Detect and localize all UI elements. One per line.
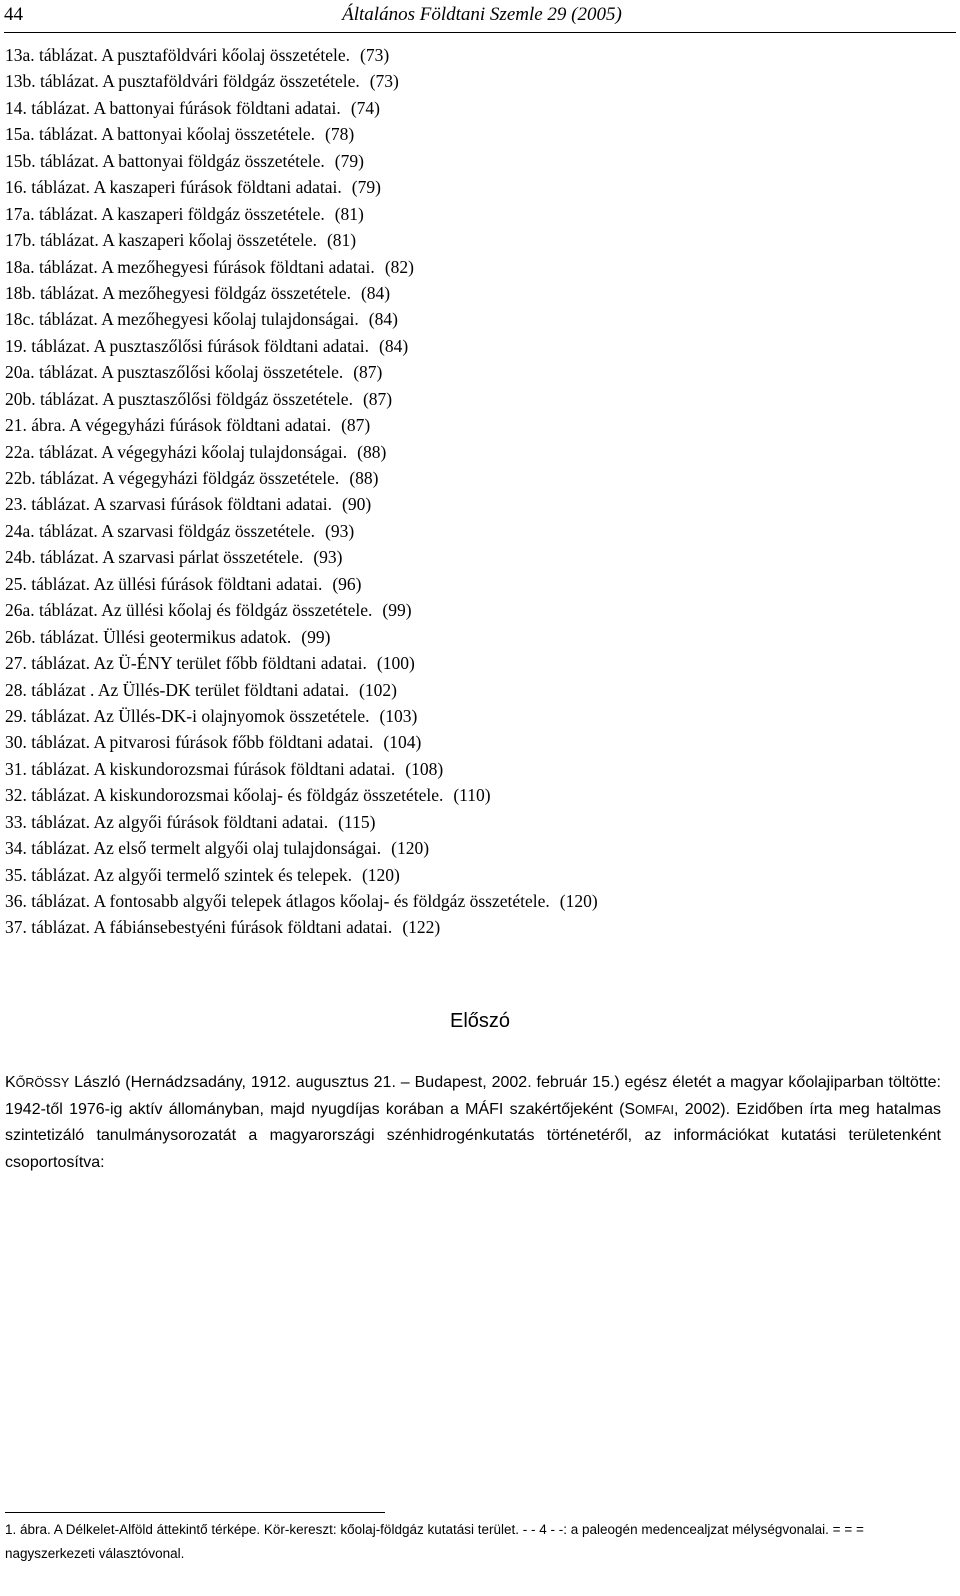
table-list-item-page: (73) xyxy=(360,45,390,65)
table-list-item xyxy=(5,439,955,465)
table-list-item xyxy=(5,42,955,68)
table-list-item xyxy=(5,359,955,385)
footnote-rule xyxy=(5,1512,385,1513)
header-rule xyxy=(4,32,956,33)
table-list xyxy=(5,42,955,941)
table-list-item xyxy=(5,677,955,703)
table-list-item-title: 20b. táblázat. A pusztaszőlősi földgáz összetétele. xyxy=(5,388,353,409)
table-list-item-title: 22b. táblázat. A végegyházi földgáz összetétele. xyxy=(5,468,340,488)
table-list-item-title: 17b. táblázat. A kaszaperi kőolaj összetétele. xyxy=(5,230,317,251)
table-list-item xyxy=(5,306,955,332)
table-list-item-page: (96) xyxy=(332,573,362,594)
table-list-item-title: 34. táblázat. Az első termelt algyői olaj tulajdonságai. xyxy=(5,838,382,859)
table-list-item-page: (120) xyxy=(559,891,598,911)
table-list-item-title: 32. táblázat. A kiskundorozsmai kőolaj- és földgáz összetétele. xyxy=(5,785,444,806)
table-list-item xyxy=(5,809,955,835)
preface-paragraph xyxy=(5,1070,941,1176)
table-list-item-title: 28. táblázat . Az Üllés-DK terület földtani adatai. xyxy=(5,679,350,700)
table-list-item-page: (93) xyxy=(313,547,343,568)
table-list-item-title: 24b. táblázat. A szarvasi párlat összetétele. xyxy=(5,547,304,568)
table-list-item xyxy=(5,756,955,782)
footnote: 1. ábra. A Délkelet-Alföld áttekintő térképe. Kör-kereszt: kőolaj-földgáz kutatási terület. - - 4 - -: a paleogén medencealjzat mélységvonalai. = = = nagyszerkezeti választóvonal. xyxy=(5,1522,864,1561)
table-list-item-page: (78) xyxy=(325,124,355,145)
table-list-item-title: 17a. táblázat. A kaszaperi földgáz összetétele. xyxy=(5,203,325,224)
table-list-item-page: (84) xyxy=(379,335,409,356)
table-list-item-page: (88) xyxy=(357,441,387,462)
table-list-item xyxy=(5,888,955,914)
table-list-item-title: 26a. táblázat. Az üllési kőolaj és földgáz összetétele. xyxy=(5,600,373,621)
table-list-item xyxy=(5,624,955,650)
table-list-item xyxy=(5,518,955,544)
table-list-item-title: 21. ábra. A végegyházi fúrások földtani adatai. xyxy=(5,415,332,436)
table-list-item-page: (88) xyxy=(349,468,379,488)
table-list-item-title: 37. táblázat. A fábiánsebestyéni fúrások földtani adatai. xyxy=(5,917,393,938)
table-list-item xyxy=(5,914,955,940)
table-list-item-title: 18c. táblázat. A mezőhegyesi kőolaj tulajdonságai. xyxy=(5,309,359,330)
table-list-item-title: 15a. táblázat. A battonyai kőolaj összetétele. xyxy=(5,124,316,145)
table-list-item xyxy=(5,386,955,412)
author-name-smallcaps: ŐRÖSSY xyxy=(15,1076,70,1090)
table-list-item-title: 13a. táblázat. A pusztaföldvári kőolaj összetétele. xyxy=(5,45,351,65)
table-list-item-title: 35. táblázat. Az algyői termelő szintek és telepek. xyxy=(5,864,352,885)
table-list-item-title: 36. táblázat. A fontosabb algyői telepek átlagos kőolaj- és földgáz összetétele. xyxy=(5,891,550,911)
table-list-item-title: 27. táblázat. Az Ü-ÉNY terület főbb földtani adatai. xyxy=(5,653,367,674)
table-list-item-page: (99) xyxy=(301,626,331,647)
table-list-item xyxy=(5,148,955,174)
table-list-item xyxy=(5,491,955,517)
table-list-item-title: 29. táblázat. Az Üllés-DK-i olajnyomok összetétele. xyxy=(5,705,370,726)
table-list-item xyxy=(5,201,955,227)
table-list-item xyxy=(5,95,955,121)
table-list-item xyxy=(5,862,955,888)
table-list-item-title: 15b. táblázat. A battonyai földgáz összetétele. xyxy=(5,150,325,171)
table-list-item-title: 16. táblázat. A kaszaperi fúrások földtani adatai. xyxy=(5,177,342,198)
table-list-item-page: (81) xyxy=(326,230,357,251)
table-list-item-page: (87) xyxy=(353,362,383,383)
table-list-item-page: (84) xyxy=(368,309,398,330)
table-list-item xyxy=(5,465,955,491)
table-list-item xyxy=(5,254,955,280)
table-list-item xyxy=(5,544,955,570)
table-list-item-title: 18b. táblázat. A mezőhegyesi földgáz összetétele. xyxy=(5,282,351,303)
table-list-item-page: (110) xyxy=(453,785,491,806)
table-list-item-page: (82) xyxy=(384,256,414,277)
table-list-item-page: (87) xyxy=(341,415,371,436)
page-header xyxy=(4,4,956,30)
page-number: 44 xyxy=(4,4,23,25)
table-list-item xyxy=(5,333,955,359)
table-list-item-page: (100) xyxy=(376,653,415,674)
table-list-item-page: (99) xyxy=(382,600,412,621)
table-list-item-page: (81) xyxy=(334,203,364,224)
table-list-item xyxy=(5,650,955,676)
table-list-item-page: (90) xyxy=(342,494,372,515)
table-list-item-page: (120) xyxy=(361,864,400,885)
table-list-item-title: 19. táblázat. A pusztaszőlősi fúrások földtani adatai. xyxy=(5,335,369,356)
table-list-item-page: (122) xyxy=(402,917,441,938)
table-list-item xyxy=(5,174,955,200)
table-list-item-page: (102) xyxy=(359,679,397,700)
table-list-item xyxy=(5,782,955,808)
paragraph-text-2: , 2002). Ezidőben írta meg hatalmas szintetizáló tanulmánysorozatát a magyarországi szénhidrogénkutatás történetéről, az információkat kutatási területenként csoportosítva: xyxy=(5,1100,942,1171)
citation-name-smallcaps: OMFAI xyxy=(635,1102,674,1117)
table-list-item-page: (87) xyxy=(362,388,393,409)
table-list-item xyxy=(5,412,955,438)
table-list-item-title: 20a. táblázat. A pusztaszőlősi kőolaj összetétele. xyxy=(5,362,344,383)
table-list-item-title: 14. táblázat. A battonyai fúrások földtani adatai. xyxy=(5,97,341,118)
table-list-item-page: (79) xyxy=(351,177,381,198)
table-list-item-title: 23. táblázat. A szarvasi fúrások földtani adatai. xyxy=(5,494,333,515)
table-list-item-page: (103) xyxy=(379,705,418,726)
table-list-item xyxy=(5,729,955,755)
table-list-item-title: 33. táblázat. Az algyői fúrások földtani adatai. xyxy=(5,811,329,832)
table-list-item xyxy=(5,703,955,729)
section-title: Előszó xyxy=(449,1010,511,1032)
journal-title: Általános Földtani Szemle 29 (2005) xyxy=(342,4,622,25)
table-list-item xyxy=(5,597,955,623)
table-list-item-page: (120) xyxy=(391,838,430,859)
table-list-item xyxy=(5,571,955,597)
table-list-item-page: (104) xyxy=(383,732,422,753)
table-list-item xyxy=(5,121,955,147)
citation-initial: S xyxy=(624,1100,636,1118)
table-list-item-page: (79) xyxy=(334,150,364,171)
table-list-item-title: 18a. táblázat. A mezőhegyesi fúrások földtani adatai. xyxy=(5,256,375,277)
table-list-item-title: 24a. táblázat. A szarvasi földgáz összetétele. xyxy=(5,520,316,541)
author-initial: K xyxy=(5,1074,16,1091)
table-list-item-page: (74) xyxy=(350,97,380,118)
table-list-item-title: 30. táblázat. A pitvarosi fúrások főbb földtani adatai. xyxy=(5,732,374,753)
table-list-item-title: 26b. táblázat. Üllési geotermikus adatok. xyxy=(5,626,292,647)
table-list-item-title: 22a. táblázat. A végegyházi kőolaj tulajdonságai. xyxy=(5,441,348,462)
table-list-item-title: 31. táblázat. A kiskundorozsmai fúrások földtani adatai. xyxy=(5,758,396,779)
table-list-item-title: 25. táblázat. Az üllési fúrások földtani adatai. xyxy=(5,573,323,594)
table-list-item-page: (108) xyxy=(405,758,444,779)
table-list-item-page: (73) xyxy=(369,71,399,92)
table-list-item-title: 13b. táblázat. A pusztaföldvári földgáz összetétele. xyxy=(5,71,360,92)
table-list-item xyxy=(5,835,955,861)
table-list-item-page: (115) xyxy=(338,811,376,832)
table-list-item xyxy=(5,280,955,306)
paragraph-text-1: László (Hernádzsadány, 1912. augusztus 21. – Budapest, 2002. február 15.) egész életét a magyar kőolajiparban töltötte: 1942-től 1976-ig aktív állományban, majd nyugdíjas korában a MÁFI szakértőjeként ( xyxy=(5,1074,941,1118)
table-list-item-page: (93) xyxy=(325,520,355,541)
table-list-item xyxy=(5,68,955,94)
table-list-item xyxy=(5,227,955,253)
table-list-item-page: (84) xyxy=(360,282,391,303)
